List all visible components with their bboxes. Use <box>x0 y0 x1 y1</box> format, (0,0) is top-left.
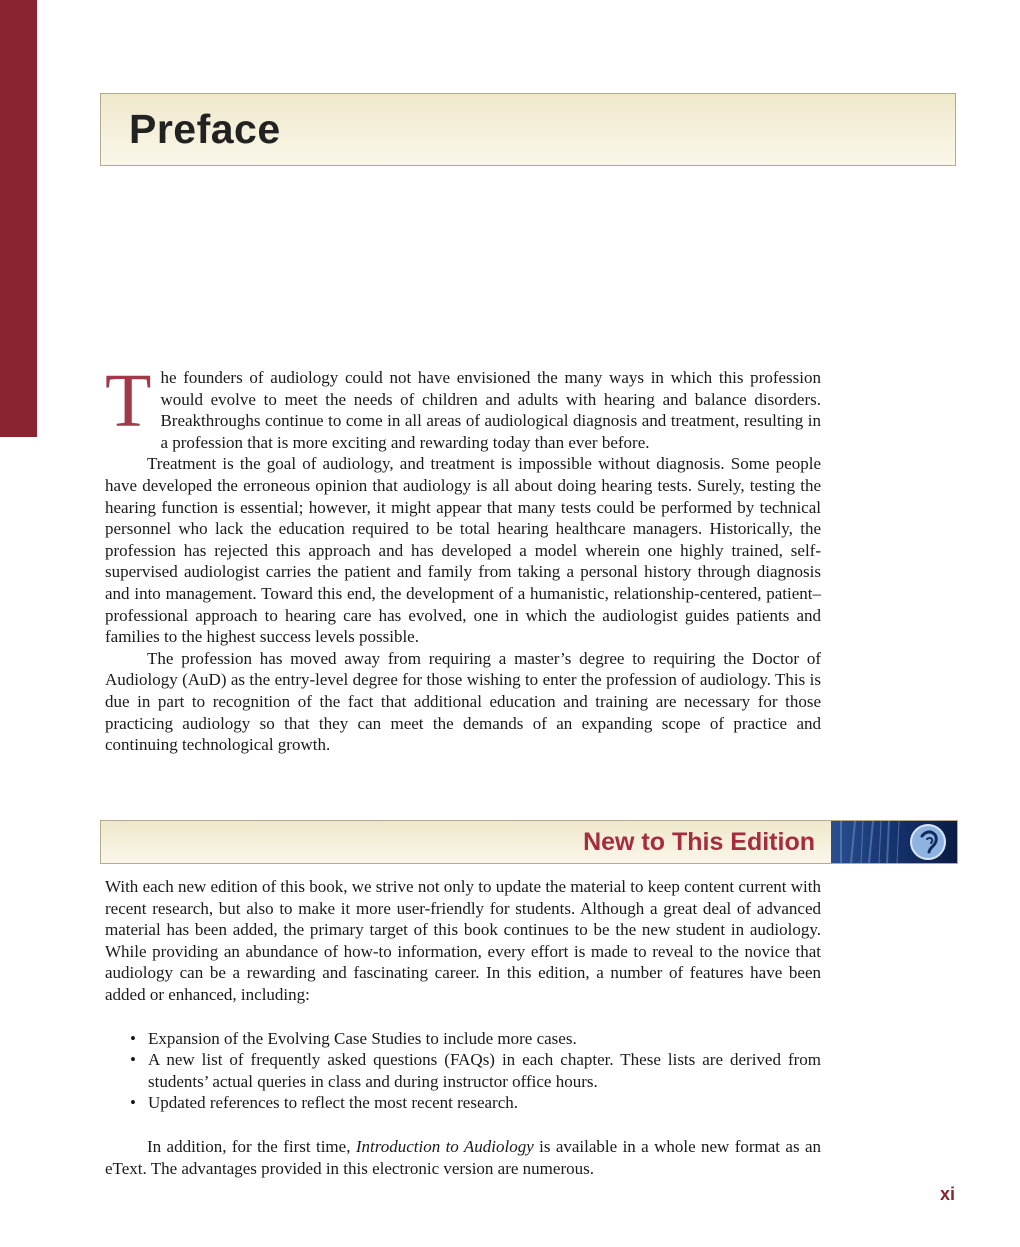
chapter-title-banner <box>100 93 956 166</box>
closing-text-before: In addition, for the first time, <box>147 1136 356 1156</box>
section-heading: New to This Edition <box>583 827 815 856</box>
page-number: xi <box>940 1184 956 1204</box>
list-item: • Updated references to reflect the most recent research. <box>130 1092 821 1114</box>
drop-cap: T <box>105 359 152 443</box>
paragraph-new-edition: With each new edition of this book, we strive not only to update the material to keep content current with recent research, but also to make it more user-friendly for students. Although a great deal of advanced material has been added, the primary target of this book continues to be the new student in audiology. While providing an abundance of how-to information, every effort is made to reveal to the novice that audiology can be a rewarding and fascinating career. In this edition, a number of features have been added or enhanced, including: <box>105 877 821 1004</box>
book-title-italic: Introduction to Audiology <box>355 1136 534 1156</box>
section-banner <box>100 820 958 864</box>
intro-text-block <box>105 359 821 756</box>
paragraph-profession: The profession has moved away from requiring a master’s degree to requiring the Doctor of Audiology (AuD) as the entry-level degree for those wishing to enter the profession of audiology. This is due in part to recognition of the fact that additional education and training are necessary for those practicing audiology so that they can meet the demands of an expanding scope of practice and continuing technological growth. <box>105 648 821 755</box>
section-text-block <box>105 876 821 1179</box>
paragraph-text: he founders of audiology could not have envisioned the many ways in which this profession would evolve to meet the needs of children and adults with hearing and balance disorders. Breakthroughs continue to come in all areas of audiological diagnosis and treatment, resulting in a profession that is more exciting and rewarding today than ever before. <box>160 368 821 452</box>
paragraph-closing <box>105 1136 821 1179</box>
page-title: Preface <box>129 106 281 152</box>
page-edge-band <box>0 0 37 437</box>
paragraph-treatment: Treatment is the goal of audiology, and treatment is impossible without diagnosis. Some people have developed the erroneous opinion that audiology is all about doing hearing tests. Surely, testing the hearing function is essential; however, it might appear that many tests could be performed by technical personnel who lack the education required to be total hearing healthcare managers. Historically, the profession has rejected this approach and has developed a model wherein one highly trained, self-supervised audiologist carries the patient and family from taking a personal history through diagnosis and into management. Toward this end, the development of a humanistic, relationship-centered, patient–professional approach to hearing care has evolved, one in which the audiologist guides patients and families to the highest success levels possible. <box>105 454 821 647</box>
feature-list <box>130 1028 821 1114</box>
closing-text-after: is available in a whole new format as an eText. The advantages provided in this electronic version are numerous. <box>105 1136 821 1178</box>
list-item: • A new list of frequently asked questions (FAQs) in each chapter. These lists are derived from students’ actual queries in class and during instructor office hours. <box>130 1049 821 1092</box>
ear-image <box>831 821 957 863</box>
paragraph-opening <box>105 359 821 453</box>
list-item: • Expansion of the Evolving Case Studies to include more cases. <box>130 1028 821 1050</box>
